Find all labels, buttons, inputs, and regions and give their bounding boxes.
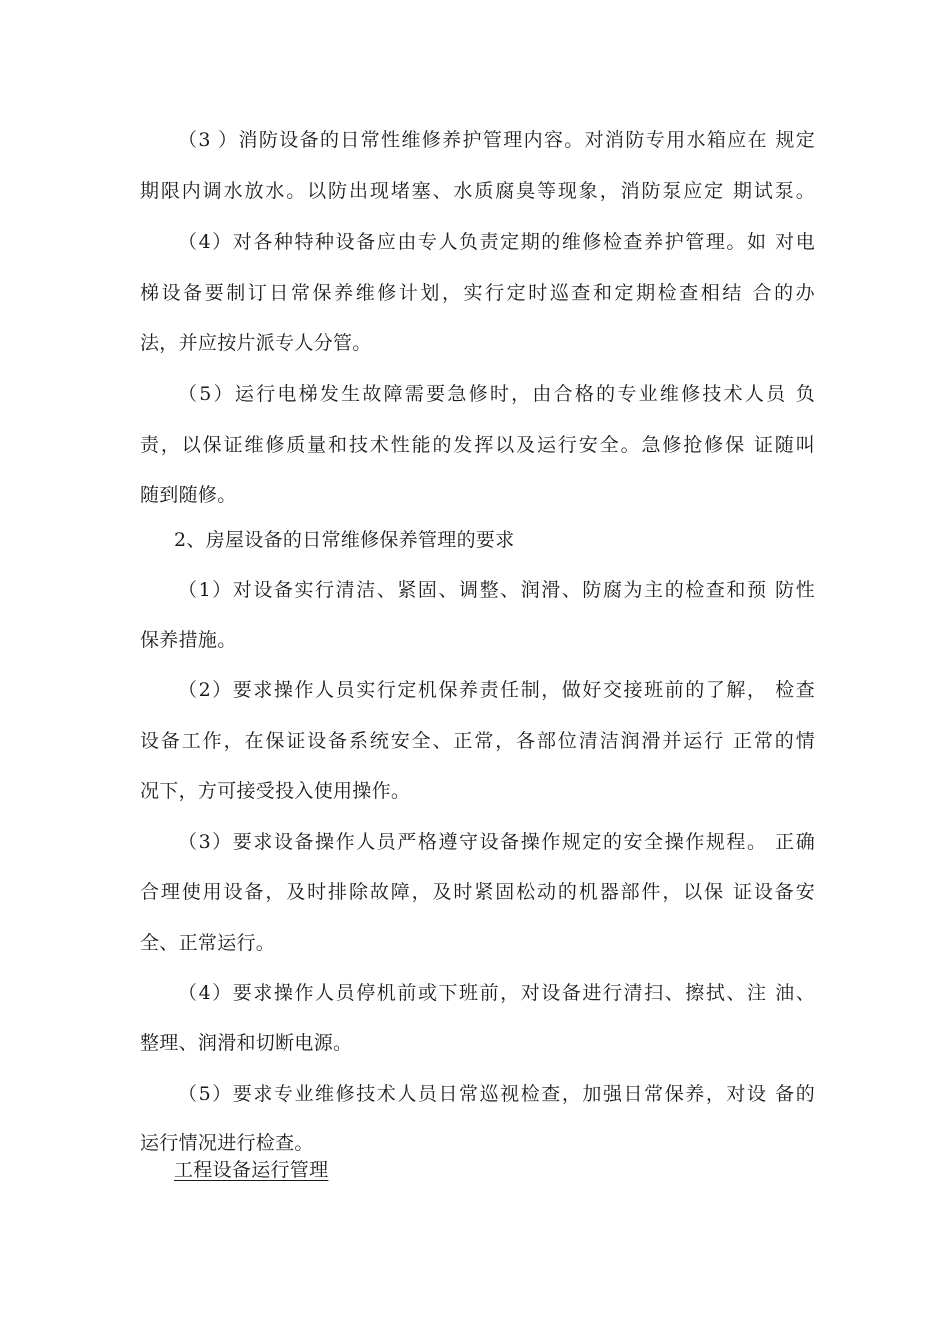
- paragraph-line: 保养措施。: [140, 629, 237, 651]
- paragraph-line: 责，以保证维修质量和技术性能的发挥以及运行安全。急修抢修保 证随叫: [140, 434, 815, 456]
- paragraph-line: （4）要求操作人员停机前或下班前，对设备进行清扫、擦拭、注 油、: [178, 982, 815, 1004]
- paragraph-line: 设备工作，在保证设备系统安全、正常，各部位清洁润滑并运行 正常的情: [140, 730, 815, 752]
- paragraph-line: （3 ）消防设备的日常性维修养护管理内容。对消防专用水箱应在 规定: [178, 129, 815, 151]
- paragraph-line: （2）要求操作人员实行定机保养责任制，做好交接班前的了解， 检查: [178, 679, 815, 701]
- paragraph-line: 运行情况进行检查。: [140, 1132, 314, 1154]
- paragraph-line: （5）要求专业维修技术人员日常巡视检查，加强日常保养，对设 备的: [178, 1083, 815, 1105]
- paragraph-line: 法，并应按片派专人分管。: [140, 332, 372, 354]
- paragraph-line: 合理使用设备，及时排除故障，及时紧固松动的机器部件，以保 证设备安: [140, 881, 815, 903]
- paragraph-line: （1）对设备实行清洁、紧固、调整、润滑、防腐为主的检查和预 防性: [178, 579, 815, 601]
- paragraph-line: （5）运行电梯发生故障需要急修时，由合格的专业维修技术人员 负: [178, 383, 815, 405]
- paragraph-line: 梯设备要制订日常保养维修计划，实行定时巡查和定期检查相结 合的办: [140, 282, 815, 304]
- paragraph-line: 况下，方可接受投入使用操作。: [140, 780, 411, 802]
- paragraph-line: （4）对各种特种设备应由专人负责定期的维修检查养护管理。如 对电: [178, 231, 815, 253]
- paragraph-line: 整理、润滑和切断电源。: [140, 1032, 353, 1054]
- paragraph-line: 期限内调水放水。以防出现堵塞、水质腐臭等现象，消防泵应定 期试泵。: [140, 180, 815, 202]
- section-heading: 2、房屋设备的日常维修保养管理的要求: [174, 529, 515, 551]
- paragraph-line: （3）要求设备操作人员严格遵守设备操作规定的安全操作规程。 正确: [178, 831, 815, 853]
- paragraph-line: 全、正常运行。: [140, 932, 276, 954]
- paragraph-line: 随到随修。: [140, 484, 237, 506]
- footer-heading-link[interactable]: 工程设备运行管理: [174, 1159, 329, 1181]
